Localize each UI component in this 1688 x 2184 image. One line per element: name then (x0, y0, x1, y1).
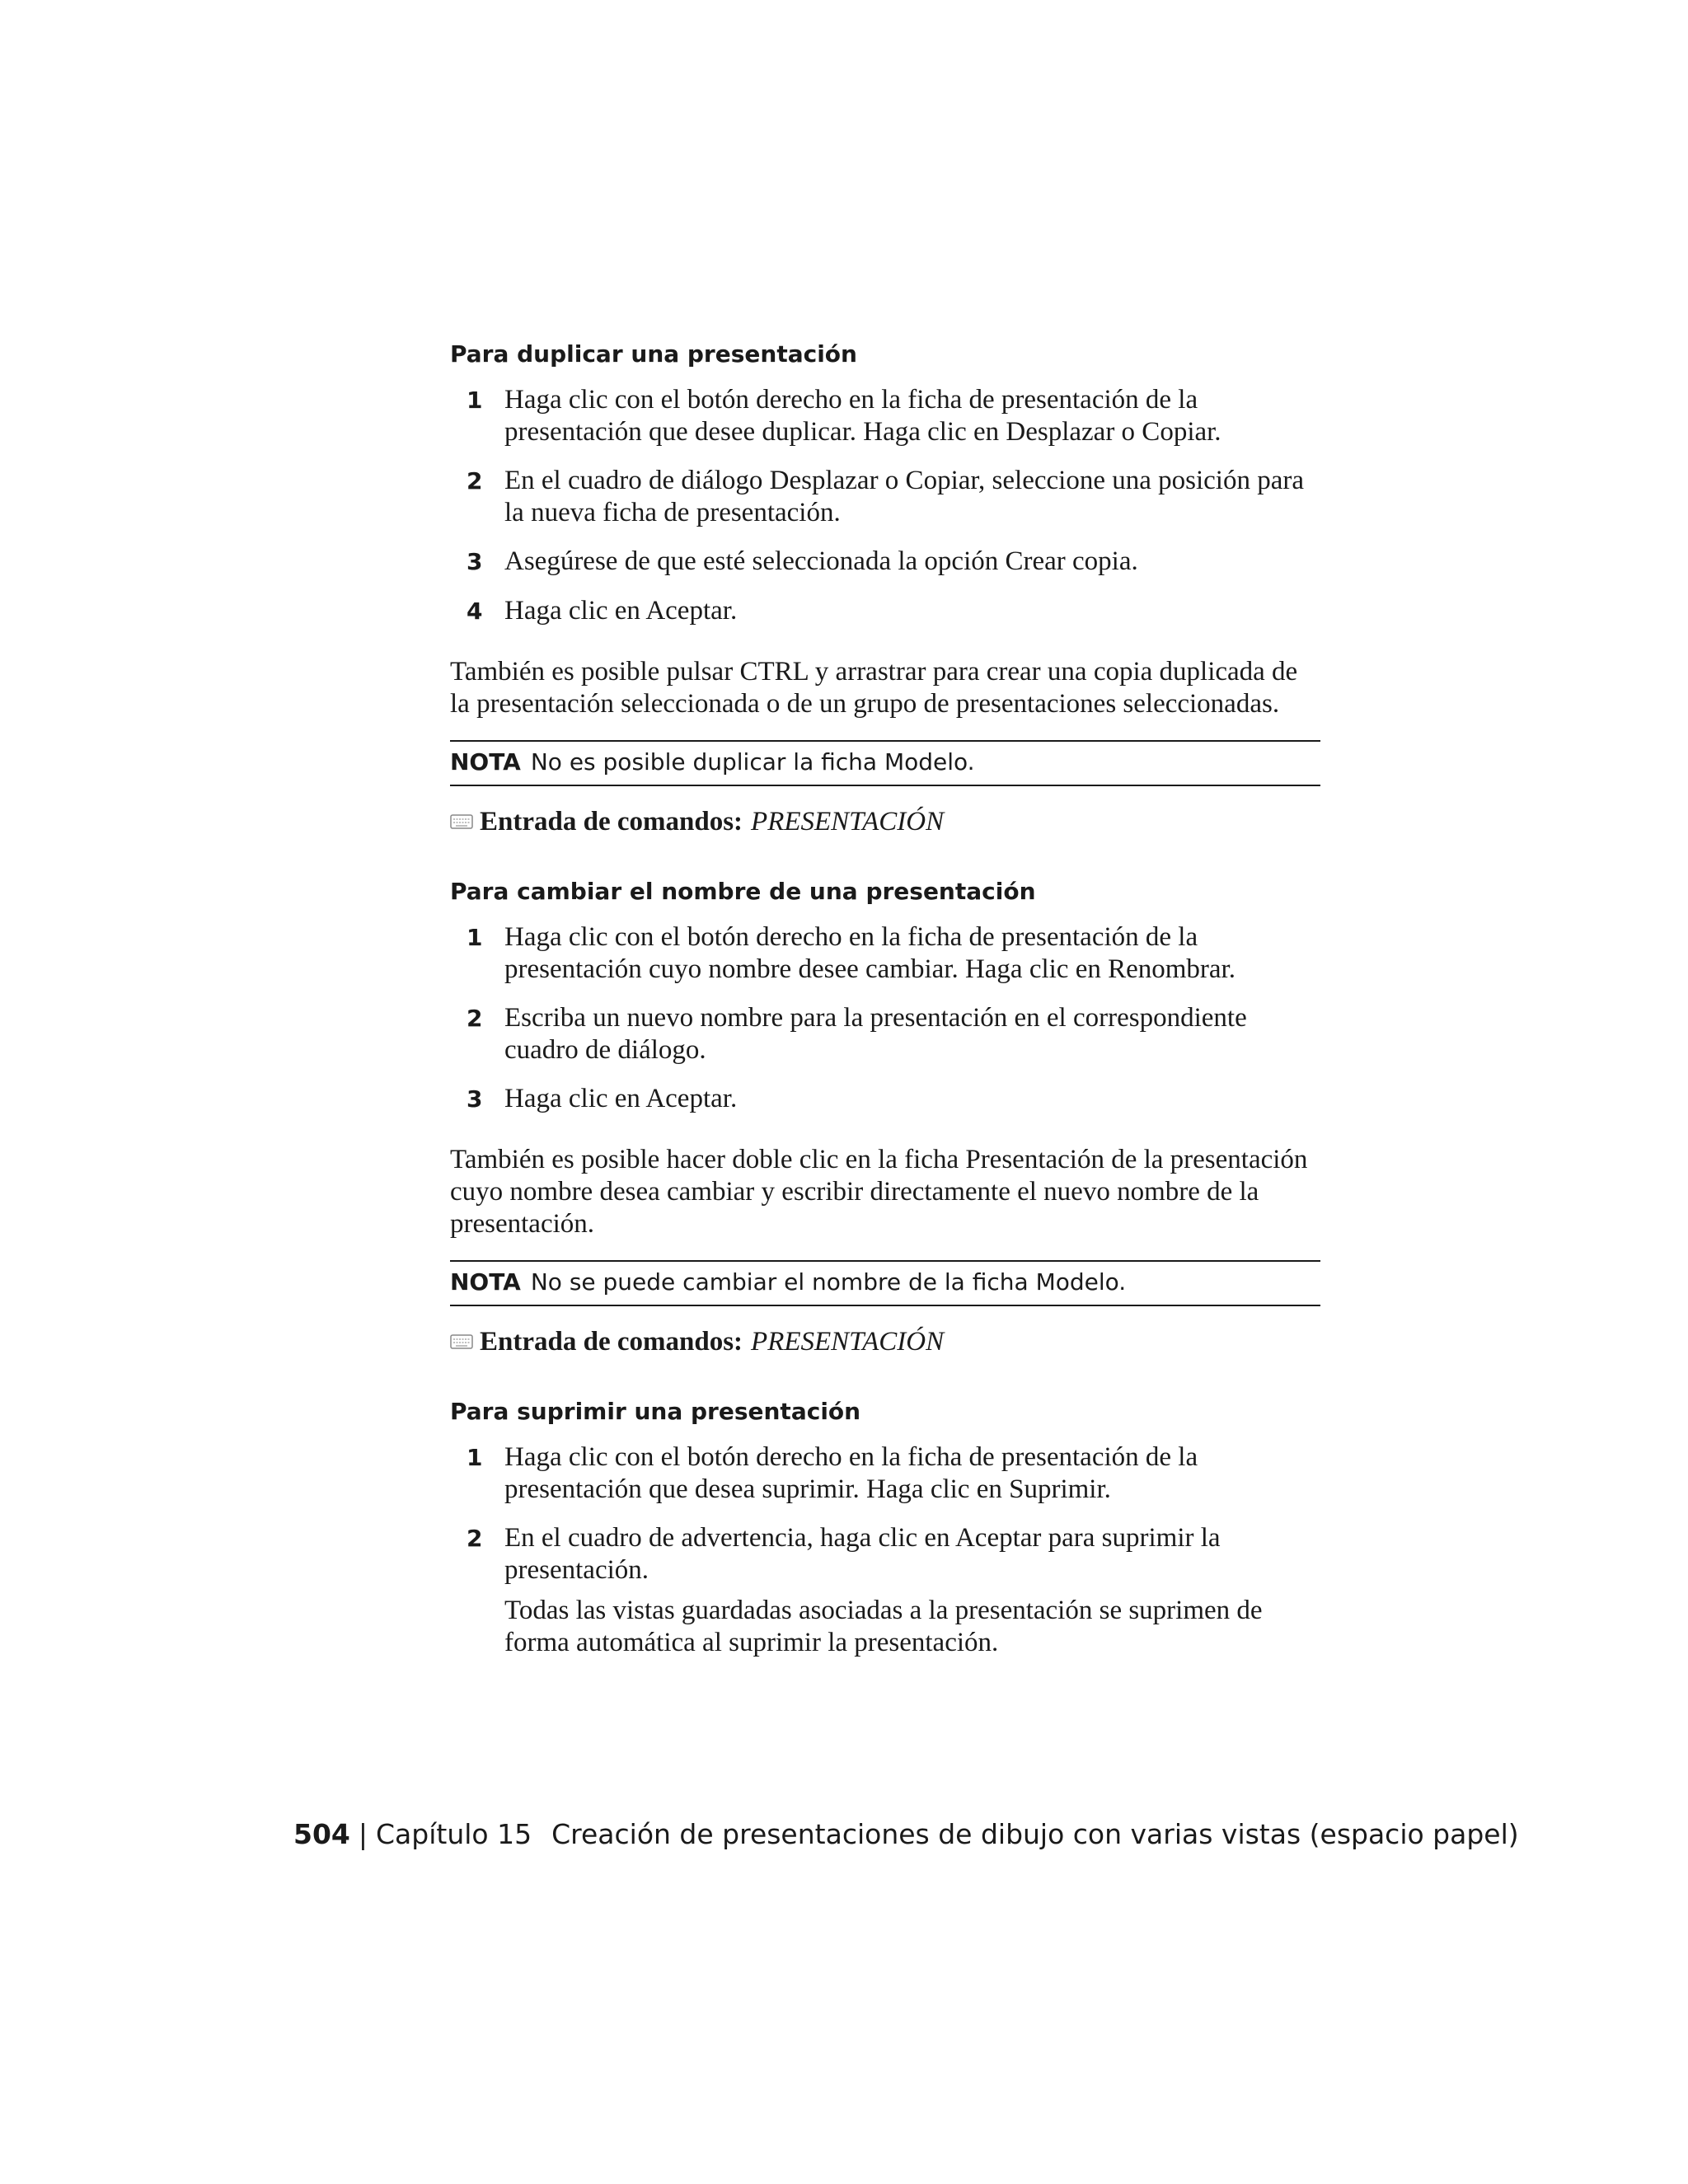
body-paragraph: También es posible pulsar CTRL y arrastrar para crear una copia duplicada de la presentación seleccionada o de un grupo de presentaciones seleccionadas. (450, 657, 1298, 719)
footer-separator: | (358, 1818, 368, 1850)
step-text: Haga clic con el botón derecho en la ficha de presentación de la presentación que desea suprimir. Haga clic en Suprimir. (504, 1442, 1198, 1504)
step-number: 2 (467, 1005, 483, 1032)
step-text: Haga clic en Aceptar. (504, 596, 738, 626)
step-text: Escriba un nuevo nombre para la presentación en el correspondiente cuadro de diálogo. (504, 1003, 1247, 1065)
section-heading: Para duplicar una presentación (450, 340, 857, 368)
command-label: Entrada de comandos: (480, 1327, 743, 1357)
command-entry (450, 804, 1320, 839)
step-number: 2 (467, 467, 483, 494)
step-list (450, 384, 1320, 628)
step-text: Haga clic con el botón derecho en la ficha de presentación de la presentación que desee duplicar. Haga clic en Desplazar o Copiar. (504, 385, 1221, 447)
step-number: 1 (467, 1444, 483, 1471)
step-number: 1 (467, 387, 483, 414)
step-text: En el cuadro de diálogo Desplazar o Copiar, seleccione una posición para la nueva ficha de presentación. (504, 466, 1304, 527)
body-paragraph: También es posible hacer doble clic en la ficha Presentación de la presentación cuyo nombre desea cambiar y escribir directamente el nuevo nombre de la presentación. (450, 1145, 1308, 1239)
command-entry (450, 1324, 1320, 1359)
note-box (450, 740, 1320, 786)
step-number: 1 (467, 924, 483, 951)
page-footer (293, 1816, 1519, 1853)
step-item (450, 1522, 1320, 1659)
step-item (450, 1002, 1320, 1066)
section-rename-layout (450, 875, 1320, 1359)
step-number: 2 (467, 1525, 483, 1552)
step-item (450, 921, 1320, 986)
step-text: En el cuadro de advertencia, haga clic en Aceptar para suprimir la presentación. (504, 1523, 1221, 1585)
section-duplicate-layout (450, 338, 1320, 839)
step-number: 3 (467, 1085, 483, 1113)
footer-chapter: Capítulo 15 (376, 1818, 532, 1850)
step-text: Haga clic en Aceptar. (504, 1084, 738, 1113)
step-item (450, 1441, 1320, 1506)
step-item (450, 546, 1320, 579)
step-subtext: Todas las vistas guardadas asociadas a la presentación se suprimen de forma automática al suprimir la presentación. (504, 1596, 1263, 1657)
command-label: Entrada de comandos: (480, 807, 743, 837)
keyboard-icon (450, 814, 473, 829)
note-label: NOTA (450, 748, 521, 776)
step-text: Haga clic con el botón derecho en la ficha de presentación de la presentación cuyo nombre desee cambiar. Haga clic en Renombrar. (504, 922, 1236, 984)
step-text: Asegúrese de que esté seleccionada la opción Crear copia. (504, 546, 1138, 576)
section-heading: Para cambiar el nombre de una presentación (450, 878, 1036, 905)
command-value: PRESENTACIÓN (751, 1327, 945, 1357)
keyboard-icon (450, 1334, 473, 1349)
command-value: PRESENTACIÓN (751, 807, 945, 837)
page-number: 504 (293, 1818, 350, 1850)
section-heading: Para suprimir una presentación (450, 1398, 861, 1425)
footer-title: Creación de presentaciones de dibujo con varias vistas (espacio papel) (551, 1818, 1519, 1850)
page-content (450, 338, 1320, 1675)
step-list (450, 1441, 1320, 1659)
step-item (450, 595, 1320, 628)
step-number: 4 (467, 598, 483, 625)
step-item (450, 384, 1320, 448)
note-text: No es posible duplicar la ficha Modelo. (530, 748, 975, 776)
section-delete-layout (450, 1395, 1320, 1659)
note-label: NOTA (450, 1268, 521, 1296)
note-box (450, 1260, 1320, 1306)
step-number: 3 (467, 548, 483, 575)
step-list (450, 921, 1320, 1116)
note-text: No se puede cambiar el nombre de la ficha Modelo. (530, 1268, 1127, 1296)
step-item (450, 1083, 1320, 1116)
step-item (450, 465, 1320, 529)
